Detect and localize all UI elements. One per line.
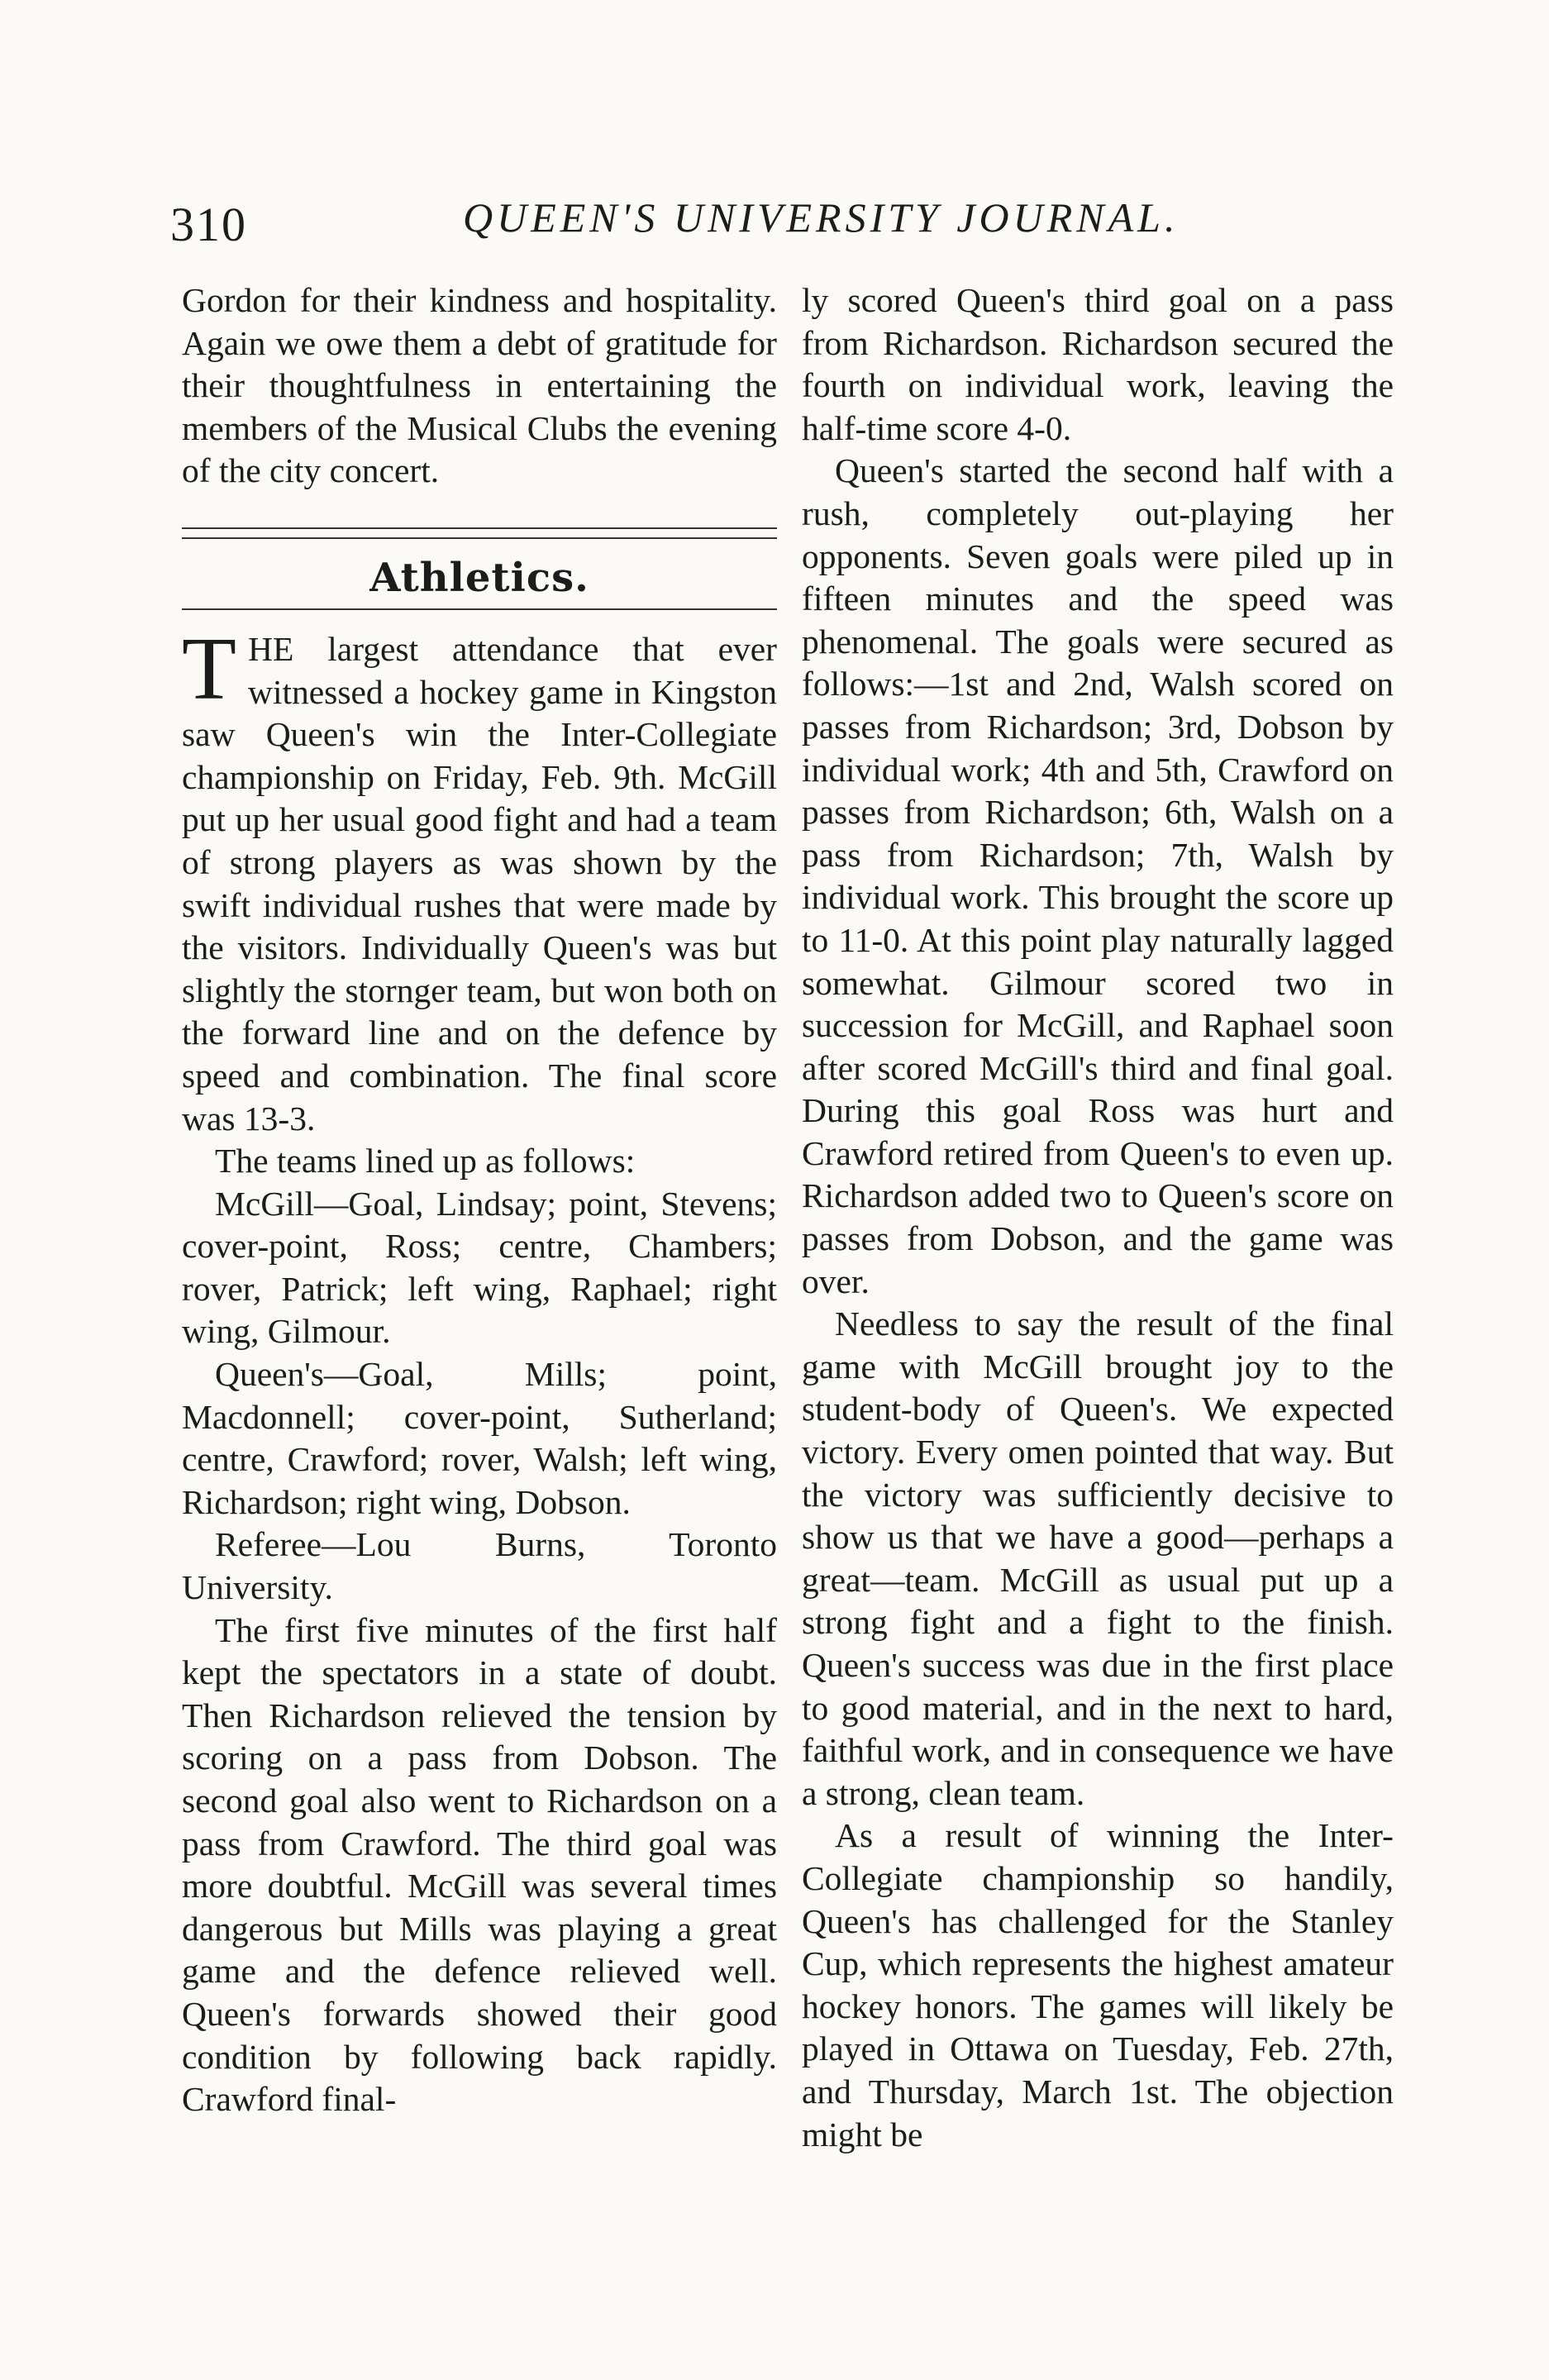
continued-paragraph: ly scored Queen's third goal on a pass from Richardson. Richardson secured the fourth on individual work, leaving the half-time score 4-0. (802, 281, 1394, 447)
queens-lineup: Queen's—Goal, Mills; point, Macdonnell; cover-point, Sutherland; centre, Crawford; rover, Walsh; left wing, Richardson; right wing, Dobson. (182, 1355, 777, 1521)
section-heading: Athletics. (369, 554, 589, 601)
stanley-cup-paragraph: As a result of winning the Inter-Collegiate championship so handily, Queen's has challenged for the Stanley Cup, which represents the highest amateur hockey honors. The games will likely be played in Ottawa on Tuesday, Feb. 27th, and Thursday, March 1st. The objection might be (802, 1816, 1394, 2153)
article-paragraph (182, 619, 777, 1140)
page-header (0, 190, 1549, 256)
right-column (802, 279, 1394, 2156)
page-number: 310 (170, 198, 247, 251)
article-paragraph-text: HE largest attendance that ever witnessed a hockey game in Kingston saw Queen's win the Inter-Collegiate championship on Friday, Feb. 9th. McGill put up her usual good fight and had a team of strong players as was shown by the swift individual rushes that were made by the visitors. Individually Queen's was but slightly the stornger team, but won both on the forward line and on the defence by speed and combination. The final score was 13-3. (182, 629, 777, 1138)
intro-paragraph: Gordon for their kindness and hospitality. Again we owe them a debt of gratitude for their thoughtfulness in entertaining the members of the Musical Clubs the evening of the city concert. (182, 281, 777, 490)
first-half-paragraph: The first five minutes of the first half kept the spectators in a state of doubt. Then Richardson relieved the tension by scoring on a pass from Dobson. The second goal also went to Richardson on a pass from Crawford. The third goal was more doubtful. McGill was several times dangerous but Mills was playing a great game and the defence relieved well. Queen's forwards showed their good condition by following back rapidly. Crawford final- (182, 1610, 777, 2119)
drop-cap: T (182, 619, 236, 718)
mcgill-lineup: McGill—Goal, Lindsay; point, Stevens; cover-point, Ross; centre, Chambers; rover, Patrick; left wing, Raphael; right wing, Gilmour. (182, 1184, 777, 1351)
section-divider-single (182, 608, 777, 610)
section-divider-double (182, 527, 777, 539)
journal-title: QUEEN'S UNIVERSITY JOURNAL. (463, 194, 1180, 241)
left-column (182, 279, 777, 2121)
result-paragraph: Needless to say the result of the final game with McGill brought joy to the student-body of Queen's. We expected victory. Every omen pointed that way. But the victory was sufficiently decisive to show us that we have a good—perhaps a great—team. McGill as usual put up a strong fight and a fight to the finish. Queen's success was due in the first place to good material, and in the next to hard, faithful work, and in consequence we have a strong, clean team. (802, 1304, 1394, 1812)
referee-line: Referee—Lou Burns, Toronto University. (182, 1525, 777, 1607)
lineup-intro: The teams lined up as follows: (215, 1142, 636, 1180)
second-half-paragraph: Queen's started the second half with a rush, completely out-playing her opponents. Seven goals were piled up in fifteen minutes and the speed was phenomenal. The goals were secured as follows:—1st and 2nd, Walsh scored on passes from Richardson; 3rd, Dobson by individual work; 4th and 5th, Crawford on passes from Richardson; 6th, Walsh on a pass from Richardson; 7th, Walsh by individual work. This brought the score up to 11-0. At this point play naturally lagged somewhat. Gilmour scored two in succession for McGill, and Raphael soon after scored McGill's third and final goal. During this goal Ross was hurt and Crawford retired from Queen's to even up. Richardson added two to Queen's score on passes from Dobson, and the game was over. (802, 451, 1394, 1300)
